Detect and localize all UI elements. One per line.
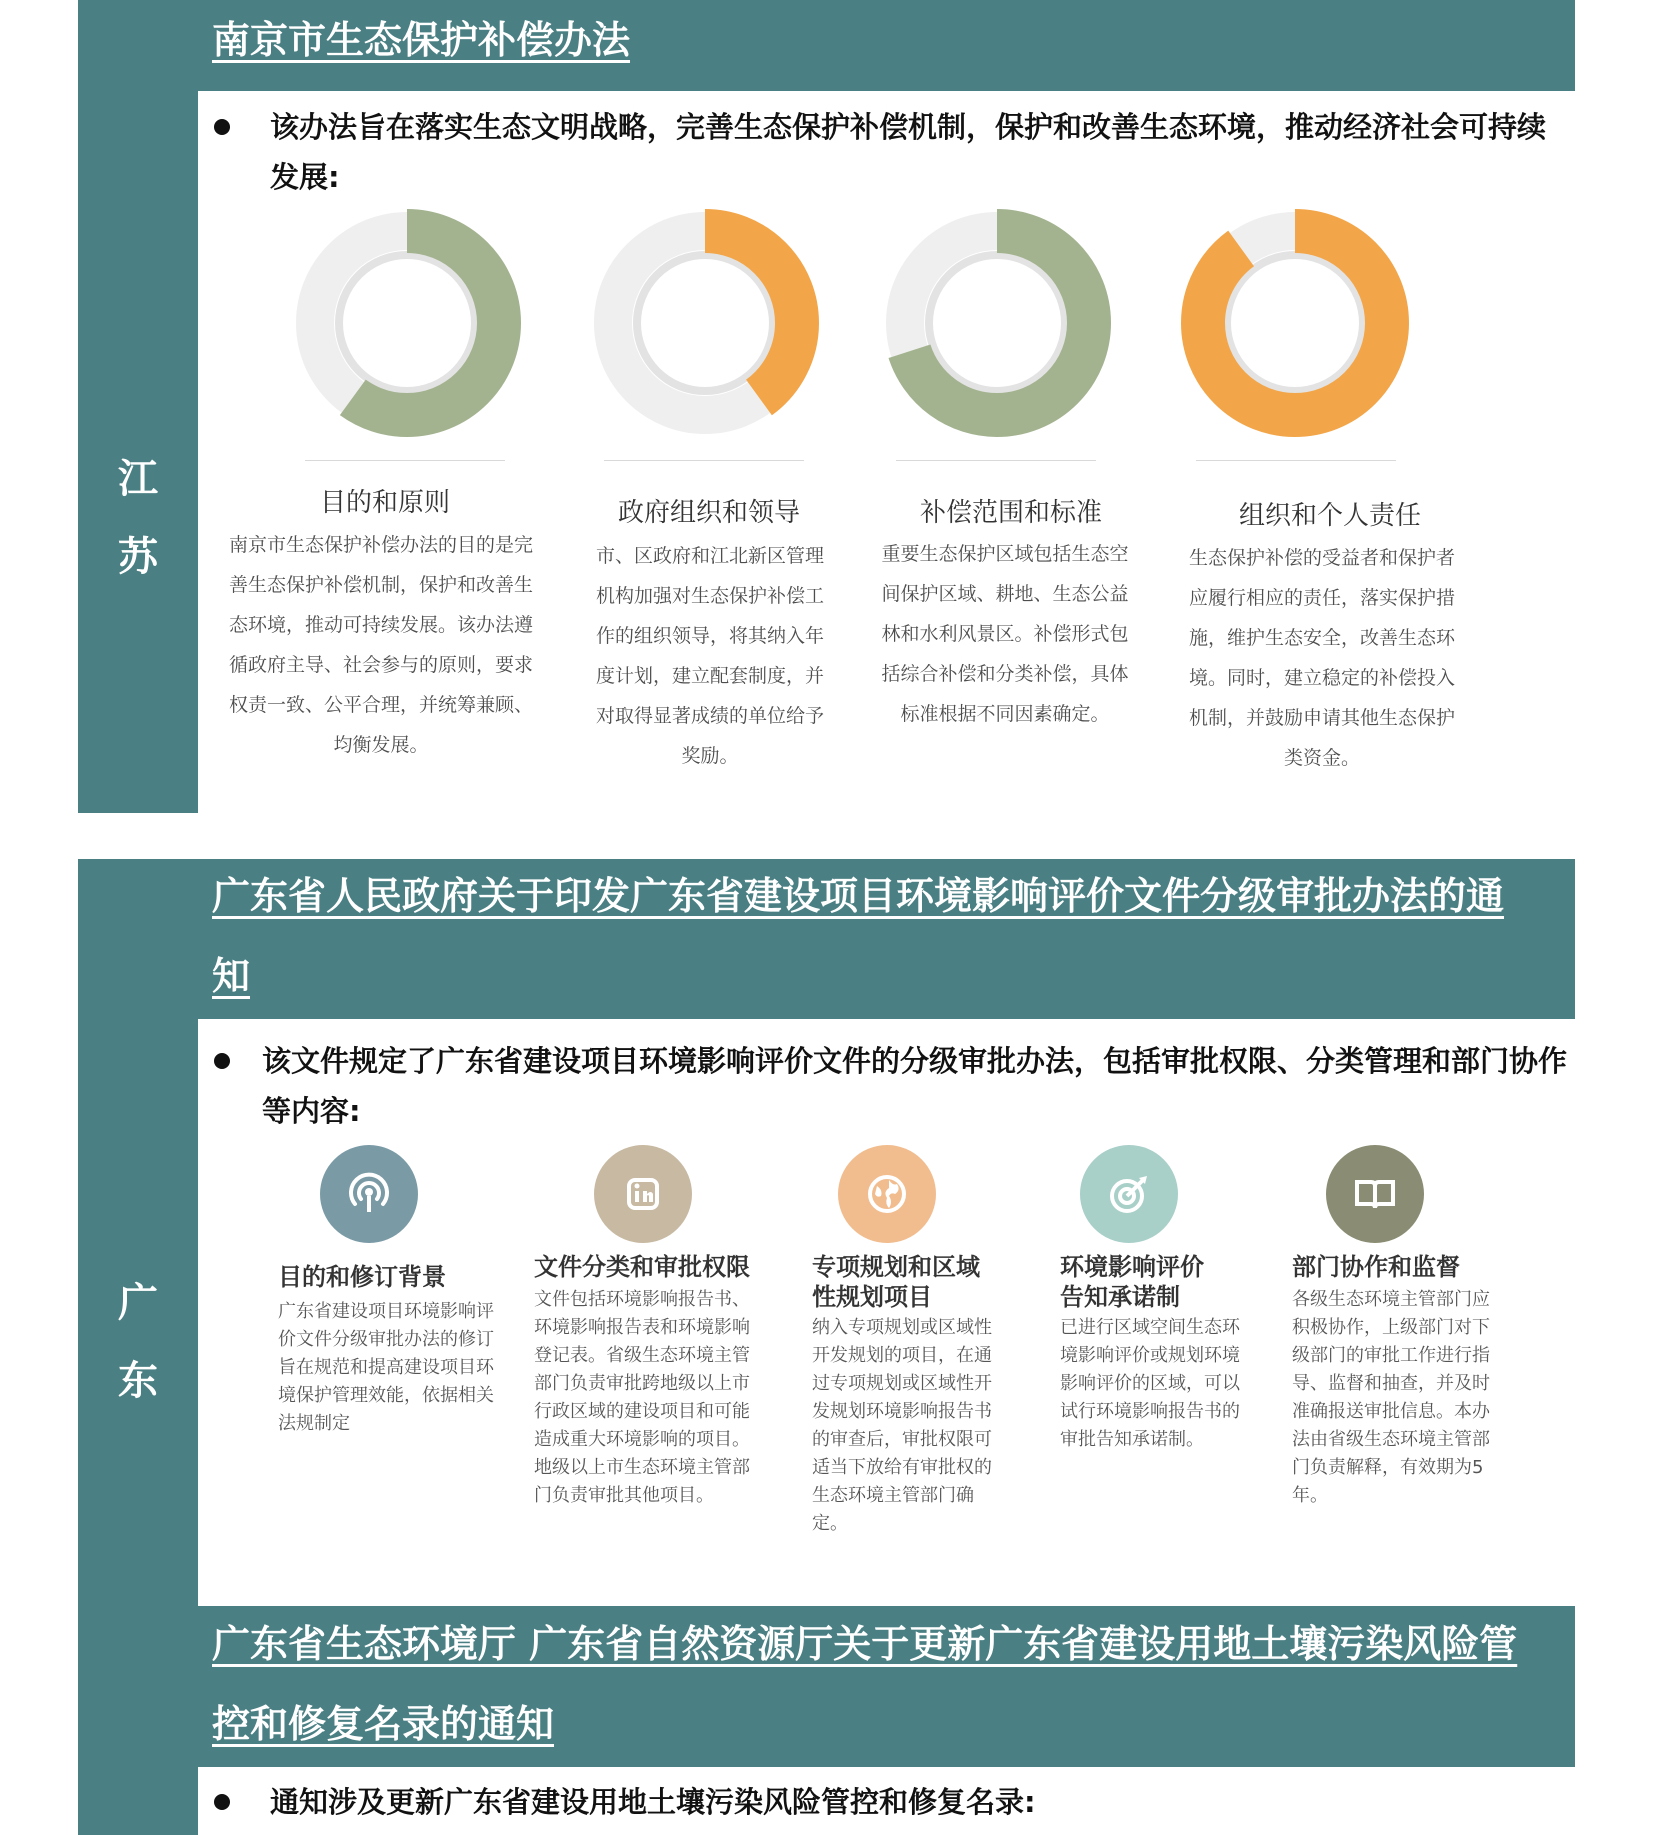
globe-icon — [838, 1145, 936, 1243]
card-text-scope: 重要生态保护区域包括生态空间保护区域、耕地、生态公益林和水利风景区。补偿形式包括综合补偿和分类补偿，具体标准根据不同因素确定。 — [881, 543, 1129, 725]
card-title-purpose: 目的和原则 — [319, 488, 450, 518]
linkedin-icon — [594, 1145, 692, 1243]
card-title-scope: 补偿范围和标准 — [919, 498, 1102, 528]
donut-inner-ring — [637, 255, 773, 391]
item-title-planning: 专项规划和区域性规划项目 — [812, 1253, 980, 1311]
item-text-collaboration: 各级生态环境主管部门应积极协作，上级部门对下级部门的审批工作进行指导、监督和抽查，并及时准确报送审批信息。本办法由省级生态环境主管部门负责解释，有效期为5年。 — [1292, 1289, 1490, 1506]
item-title-classification: 文件分类和审批权限 — [534, 1253, 750, 1281]
item-text-commitment: 已进行区域空间生态环境影响评价或规划环境影响评价的区域，可以试行环境影响报告书的审批告知承诺制。 — [1060, 1317, 1240, 1450]
guangdong-province-label: 广 东 — [118, 1280, 158, 1404]
card-divider — [1196, 460, 1396, 461]
jiangsu-province-label: 江 苏 — [118, 456, 158, 580]
bullet-icon — [214, 1053, 230, 1069]
guangdong-bullet-text: 该文件规定了广东省建设项目环境影响评价文件的分级审批办法，包括审批权限、分类管理和部门协作等内容: — [262, 1044, 1568, 1128]
item-text-classification: 文件包括环境影响报告书、环境影响报告表和环境影响登记表。省级生态环境主管部门负责审批跨地级以上市行政区域的建设项目和可能造成重大环境影响的项目。地级以上市生态环境主管部门负责审批其他项目。 — [534, 1289, 750, 1506]
card-text-government: 市、区政府和江北新区管理机构加强对生态保护补偿工作的组织领导，将其纳入年度计划，建立配套制度，并对取得显著成绩的单位给予奖励。 — [595, 545, 824, 767]
item-text-planning: 纳入专项规划或区域性开发规划的项目，在通过专项规划或区域性开发规划环境影响报告书的审查后，审批权限可适当下放给有审批权的生态环境主管部门确定。 — [812, 1317, 992, 1534]
donut-chart-3 — [882, 208, 1112, 438]
item-title-commitment: 环境影响评价告知承诺制 — [1060, 1253, 1204, 1311]
donut-chart-1 — [292, 208, 522, 438]
item-text-background: 广东省建设项目环境影响评价文件分级审批办法的修订旨在规范和提高建设项目环境保护管理效能，依据相关法规制定 — [278, 1301, 494, 1434]
donut-inner-ring — [339, 255, 475, 391]
item-title-background: 目的和修订背景 — [278, 1263, 446, 1291]
guangdong-bullet-2-text: 通知涉及更新广东省建设用地土壤污染风险管控和修复名录: — [270, 1785, 1036, 1819]
jiangsu-bullet-text: 该办法旨在落实生态文明战略，完善生态保护补偿机制，保护和改善生态环境，推动经济社会可持续发展: — [270, 110, 1547, 194]
guangdong-soil-law-title[interactable]: 广东省生态环境厅 广东省自然资源厅关于更新广东省建设用地土壤污染风险管 控和修复名录的通知 — [212, 1622, 1518, 1746]
donut-chart-4 — [1180, 208, 1410, 438]
book-icon — [1326, 1145, 1424, 1243]
card-divider — [305, 460, 505, 461]
bullet-icon — [214, 1794, 230, 1810]
item-title-collaboration: 部门协作和监督 — [1292, 1253, 1460, 1281]
donut-inner-ring — [929, 255, 1065, 391]
card-title-responsibility: 组织和个人责任 — [1238, 501, 1421, 531]
donut-inner-ring — [1227, 255, 1363, 391]
guangdong-eia-law-title[interactable]: 广东省人民政府关于印发广东省建设项目环境影响评价文件分级审批办法的通 知 — [212, 874, 1505, 998]
card-text-purpose: 南京市生态保护补偿办法的目的是完善生态保护补偿机制，保护和改善生态环境，推动可持续发展。该办法遵循政府主导、社会参与的原则，要求权责一致、公平合理，并统筹兼顾、均衡发展。 — [228, 534, 533, 756]
card-divider — [896, 460, 1096, 461]
card-text-responsibility: 生态保护补偿的受益者和保护者应履行相应的责任，落实保护措施，维护生态安全，改善生态环境。同时，建立稳定的补偿投入机制，并鼓励申请其他生态保护类资金。 — [1188, 547, 1455, 769]
nanjing-law-title[interactable]: 南京市生态保护补偿办法 — [212, 18, 631, 62]
broadcast-icon — [320, 1145, 418, 1243]
card-divider — [604, 460, 804, 461]
donut-chart-2 — [590, 208, 820, 438]
card-title-government: 政府组织和领导 — [617, 498, 800, 528]
bullet-icon — [214, 119, 230, 135]
target-icon — [1080, 1145, 1178, 1243]
